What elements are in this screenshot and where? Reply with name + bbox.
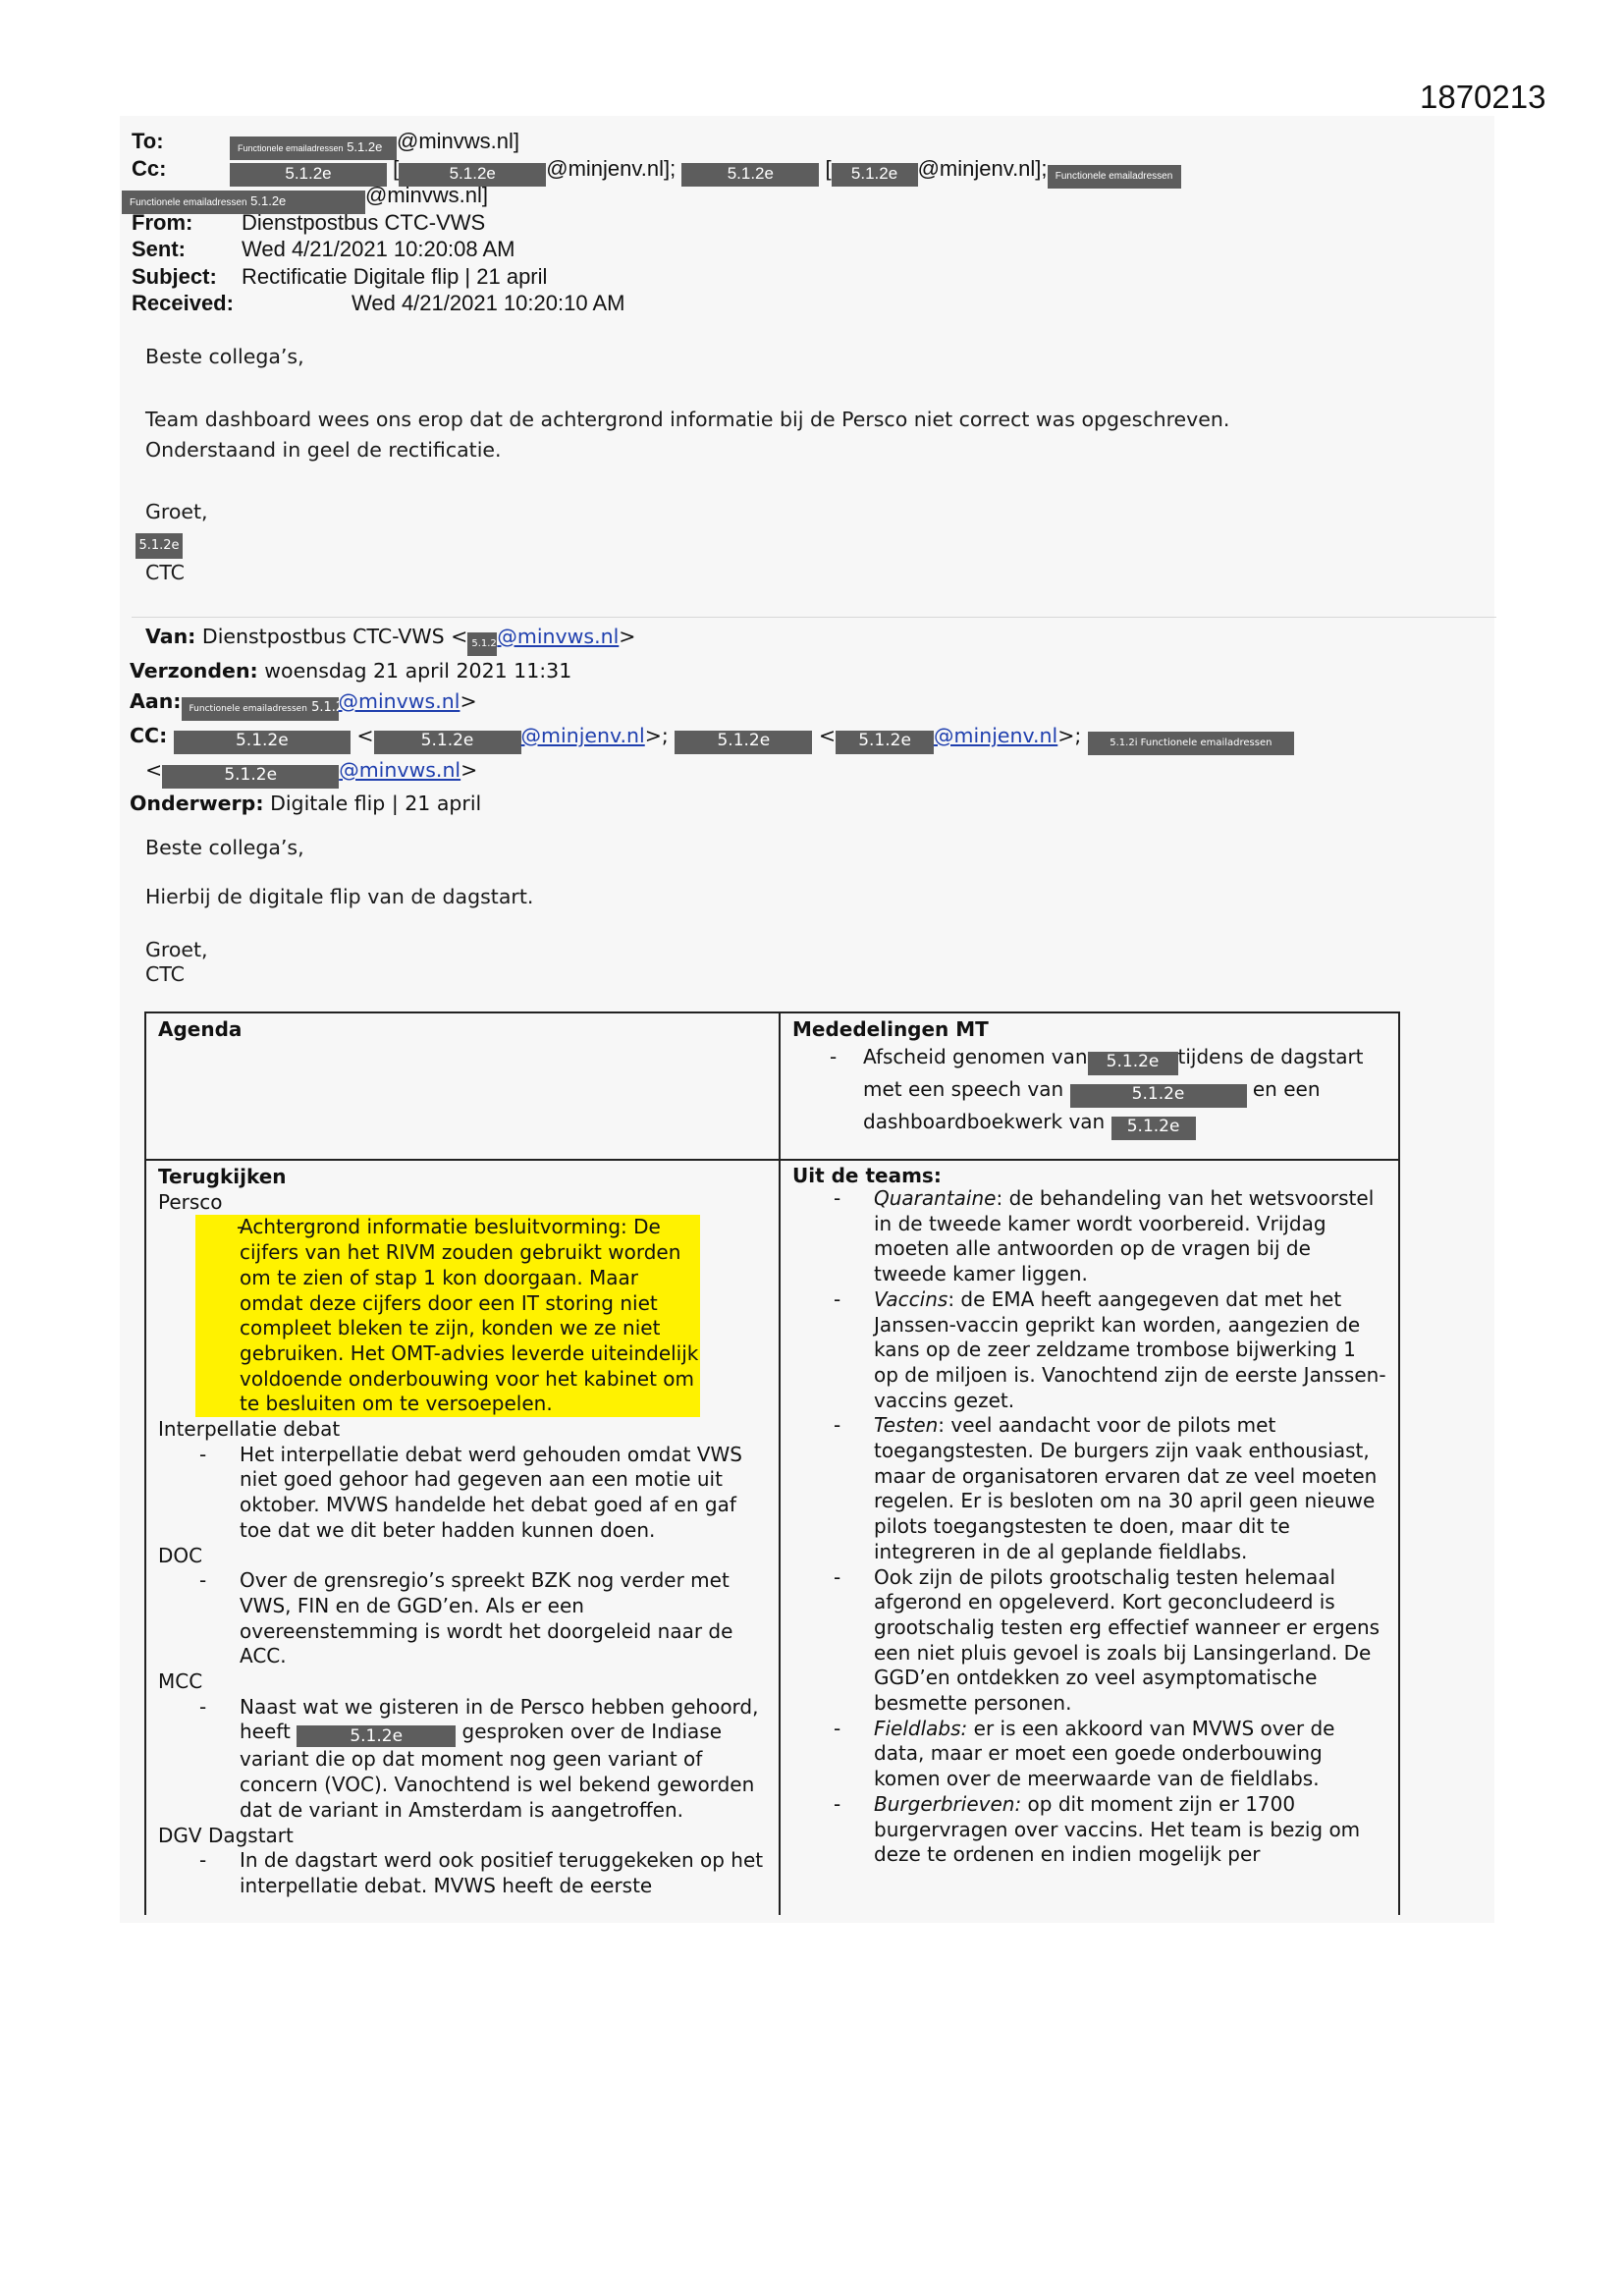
van-label: Van: <box>145 625 196 648</box>
redaction-box: 5.1.2e <box>1111 1117 1196 1140</box>
original-header <box>130 622 1294 819</box>
received-label: Received: <box>132 291 234 315</box>
verzonden-label: Verzonden: <box>130 659 258 683</box>
redaction-box: 5.1.2e <box>399 163 546 187</box>
cc-email-link-1[interactable]: @minjenv.nl <box>520 724 645 747</box>
interpellatie-heading: Interpellatie debat <box>158 1417 341 1442</box>
terugkijken-cell <box>145 1160 780 1915</box>
teams-list <box>792 1186 1386 1868</box>
received-row <box>132 290 1181 317</box>
onderwerp-value: Digitale flip | 21 april <box>270 792 482 815</box>
cc-row-continued: < 5.1.2e @minvws.nl> <box>130 755 1294 789</box>
from-label: From: <box>132 209 193 235</box>
redaction-box: 5.1.2e <box>681 163 819 187</box>
cc-row: Cc: 5.1.2e [ 5.1.2e @minjenv.nl]; 5.1.2e [ 5.1.2e @minjenv.nl]; Functionele emailadressen <box>132 155 1181 183</box>
list-item: - Het interpellatie debat werd gehouden omdat VWS niet goed gehoor had gegeven aan een motie uit oktober. MVWS handelde het debat goed af en gaf toe dat we dit beter hadden kunnen doen. <box>158 1443 767 1544</box>
team-item-quarantaine: - Quarantaine: de behandeling van het wetsvoorstel in de tweede kamer wordt voorbereid. Vrijdag moeten alle antwoorden op de vragen bij de tweede kamer liggen. <box>792 1186 1386 1287</box>
message-greeting: Beste collega’s, <box>145 345 304 368</box>
doc-heading: DOC <box>158 1543 203 1567</box>
to-label: To: <box>132 129 164 153</box>
onderwerp-label: Onderwerp: <box>130 792 264 815</box>
redaction-box: Functionele emailadressen <box>1048 165 1181 189</box>
cc-domain-2: @minjenv.nl]; <box>917 155 1048 181</box>
table-row <box>145 1012 1399 1160</box>
team-item-testen: - Testen: veel aandacht voor de pilots met toegangstesten. De burgers zijn vaak enthousiast, maar de organisatoren ervaren dat ze veel moeten regelen. Er is besloten om na 30 april geen nieuwe pilots toegangstesten te doen, maar dit te integreren in de al geplande fieldlabs. <box>792 1413 1386 1564</box>
redaction-box: 5.1.2e <box>162 765 339 789</box>
redaction-box: 5.1.2e <box>467 632 497 656</box>
teams-heading: Uit de teams: <box>792 1164 942 1187</box>
interpellatie-list <box>158 1443 767 1544</box>
cc-email-link-3[interactable]: @minvws.nl <box>339 758 461 782</box>
cc-email-link-2[interactable]: @minjenv.nl <box>934 724 1058 747</box>
mcc-list <box>158 1695 767 1824</box>
mededelingen-item: - Afscheid genomen van 5.1.2e tijdens de dagstart met een speech van 5.1.2e en een dashboardboekwerk van 5.1.2e <box>792 1043 1386 1140</box>
cc-label: Cc: <box>132 155 167 181</box>
redaction-box: Functionele emailadressen 5.1.2e <box>230 137 397 160</box>
message-line-1: Team dashboard wees ons erop dat de achtergrond informatie bij de Persco niet correct was opgeschreven. <box>145 408 1230 431</box>
separator-line <box>132 617 1496 618</box>
redaction-box: 5.1.2e <box>836 731 934 754</box>
van-email-link[interactable]: @minvws.nl <box>497 625 620 648</box>
cc-label: CC: <box>130 724 168 747</box>
original-greeting: Beste collega’s, <box>145 836 304 859</box>
agenda-cell <box>145 1012 780 1160</box>
team-item-vaccins: - Vaccins: de EMA heeft aangegeven dat met het Janssen-vaccin geprikt kan worden, aangezien de kans op de zeer zeldzame trombose bijwerking 1 op de miljoen is. Vanochtend zijn de eerste Janssen-vaccins gezet. <box>792 1287 1386 1414</box>
mededelingen-cell <box>780 1012 1399 1160</box>
digitale-flip-table <box>144 1011 1400 1915</box>
verzonden-value: woensdag 21 april 2021 11:31 <box>264 659 572 683</box>
redaction-box: 5.1.2e <box>832 163 918 187</box>
van-value: Dienstpostbus CTC-VWS <box>201 625 445 648</box>
persco-list <box>158 1215 767 1417</box>
van-row: Van: Dienstpostbus CTC-VWS < 5.1.2e@minvws.nl> <box>130 622 1294 656</box>
message-signature: CTC <box>145 561 185 584</box>
cc-row: CC: 5.1.2e < 5.1.2e @minjenv.nl>; 5.1.2e < 5.1.2e @minjenv.nl>; 5.1.2i Functionele emailadressen <box>130 721 1294 755</box>
subject-row <box>132 263 1181 291</box>
persco-item-highlighted: - Achtergrond informatie besluitvorming: De cijfers van het RIVM zouden gebruikt worden om te zien of stap 1 kon doorgaan. Maar omdat deze cijfers door een IT storing niet compleet bleken te zijn, konden we ze niet gebruiken. Het OMT-advies leverde uiteindelijk voldoende onderbouwing voor het kabinet om te besluiten om te versoepelen. <box>195 1215 700 1417</box>
redaction-box: 5.1.2e <box>230 163 387 187</box>
email-header <box>132 128 1181 317</box>
message-line-2: Onderstaand in geel de rectificatie. <box>145 438 502 462</box>
received-value: Wed 4/21/2021 10:20:10 AM <box>352 291 625 315</box>
verzonden-row <box>130 656 1294 686</box>
redaction-box: 5.1.2e <box>1088 1052 1178 1075</box>
signature-redaction: 5.1.2e <box>135 533 183 559</box>
list-item: - Over de grensregio’s spreekt BZK nog verder met VWS, FIN en de GGD’en. Als er een overeenstemming is wordt het doorgeleid naar de ACC. <box>158 1568 767 1669</box>
table-row <box>145 1160 1399 1915</box>
sent-label: Sent: <box>132 237 186 261</box>
team-item-burgerbrieven: - Burgerbrieven: op dit moment zijn er 1700 burgervragen over vaccins. Het team is bezig om deze te ordenen en indien mogelijk per <box>792 1792 1386 1868</box>
cc-domain-3: @minvws.nl] <box>365 183 489 207</box>
list-item: - Naast wat we gisteren in de Persco hebben gehoord, heeft 5.1.2e gesproken over de Indiase variant die op dat moment nog geen variant of concern (VOC). Vanochtend is wel bekend geworden dat de variant in Amsterdam is aangetroffen. <box>158 1695 767 1824</box>
redaction-box: 5.1.2e <box>297 1725 456 1747</box>
original-body: Hierbij de digitale flip van de dagstart. <box>145 885 534 908</box>
teams-cell <box>780 1160 1399 1915</box>
terugkijken-heading: Terugkijken <box>158 1165 287 1188</box>
cc-domain-1: @minjenv.nl]; <box>546 155 677 181</box>
subject-label: Subject: <box>132 263 217 289</box>
from-value: Dienstpostbus CTC-VWS <box>242 209 486 235</box>
sent-row <box>132 236 1181 263</box>
agenda-heading: Agenda <box>158 1017 243 1041</box>
aan-email-link[interactable]: @minvws.nl <box>338 689 460 713</box>
redaction-box: 5.1.2e <box>675 731 812 754</box>
message-closing: Groet, <box>145 500 208 523</box>
redaction-box: Functionele emailadressen 5.1.2e <box>182 697 339 721</box>
from-row <box>132 209 1181 237</box>
persco-heading: Persco <box>158 1189 223 1214</box>
original-signature: CTC <box>145 962 185 986</box>
mededelingen-heading: Mededelingen MT <box>792 1017 989 1041</box>
sent-value: Wed 4/21/2021 10:20:08 AM <box>242 237 515 261</box>
mcc-heading: MCC <box>158 1669 203 1694</box>
redaction-box: Functionele emailadressen 5.1.2e <box>122 191 365 214</box>
cc-row-continued <box>132 182 1181 209</box>
subject-value: Rectificatie Digitale flip | 21 april <box>242 263 548 289</box>
document-number: 1870213 <box>1420 79 1546 115</box>
team-item-fieldlabs: - Fieldlabs: er is een akkoord van MVWS over de data, maar er moet een goede onderbouwing komen over de meerwaarde van de fieldlabs. <box>792 1717 1386 1792</box>
redaction-box: 5.1.2e <box>374 731 521 754</box>
doc-list <box>158 1568 767 1669</box>
dgv-heading: DGV Dagstart <box>158 1823 294 1847</box>
onderwerp-row <box>130 789 1294 819</box>
to-row <box>132 128 1181 155</box>
team-item-grootschalig-testen: - Ook zijn de pilots grootschalig testen helemaal afgerond en opgeleverd. Kort geconcludeerd is grootschalig testen erg effectief wanneer er ergens een niet pluis gevoel is zoals bij Lansingerland. De GGD’en ontdekken zo veel asymptomatische besmette personen. <box>792 1565 1386 1717</box>
aan-label: Aan: <box>130 689 182 713</box>
dgv-list <box>158 1848 767 1898</box>
list-item: - In de dagstart werd ook positief teruggekeken op het interpellatie debat. MVWS heeft de eerste <box>158 1848 767 1898</box>
to-domain: @minvws.nl] <box>397 129 520 153</box>
original-closing: Groet, <box>145 938 208 961</box>
redaction-box: 5.1.2i Functionele emailadressen <box>1088 732 1294 755</box>
aan-row: Aan: Functionele emailadressen 5.1.2e@minvws.nl> <box>130 686 1294 721</box>
redaction-box: 5.1.2e <box>1070 1084 1247 1108</box>
redaction-box: 5.1.2e <box>174 731 351 754</box>
